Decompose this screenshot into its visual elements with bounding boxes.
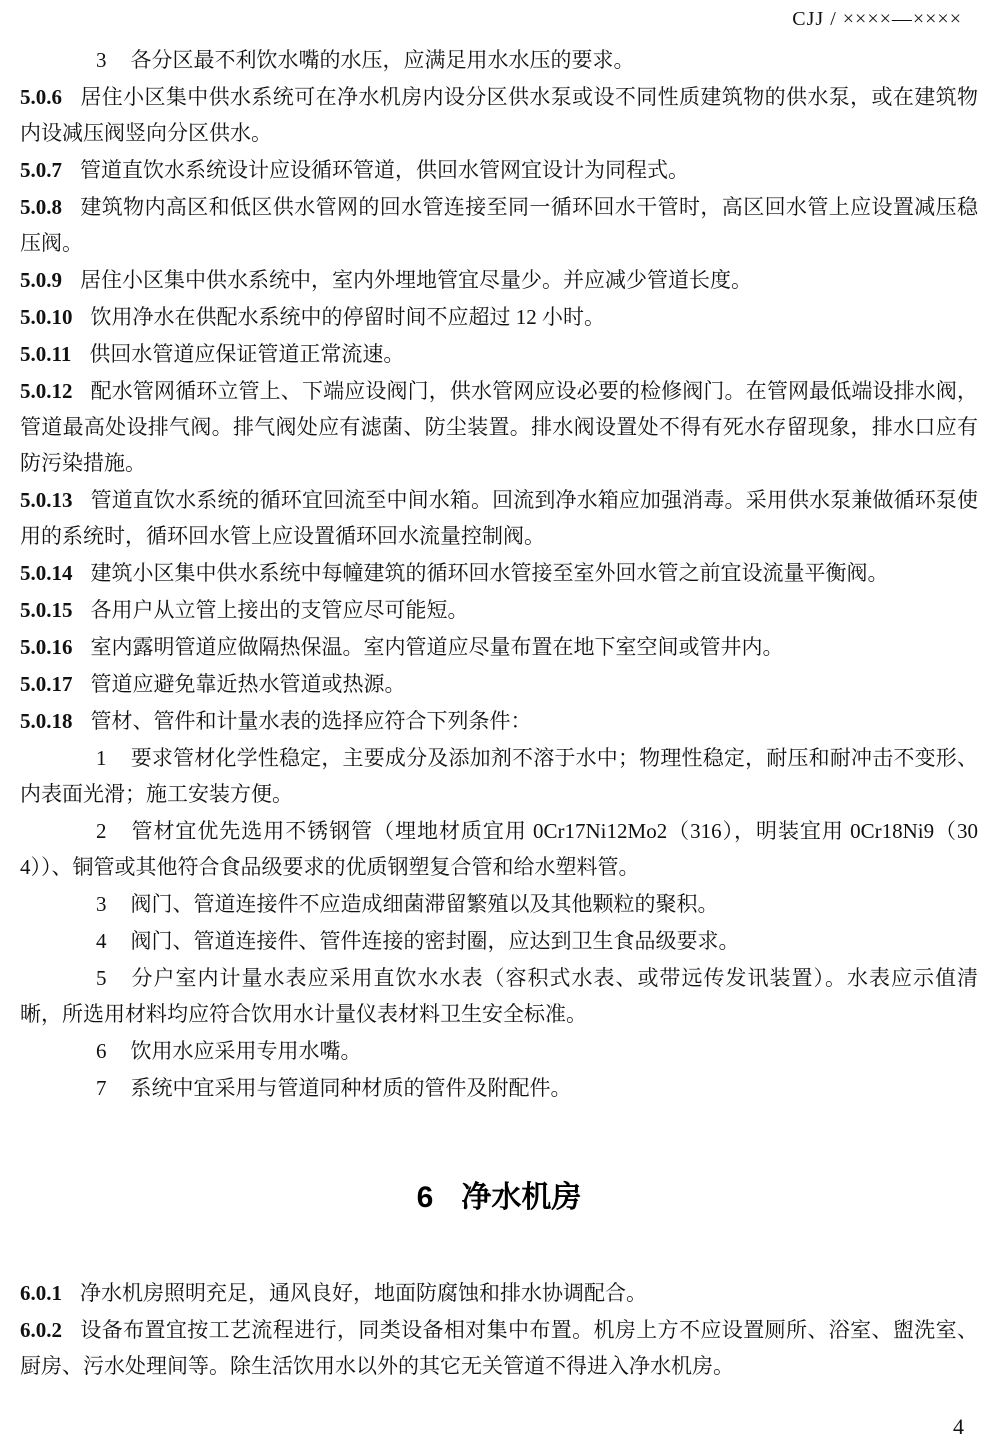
paragraph-number: 5.0.16 bbox=[20, 635, 73, 659]
paragraph-number: 3 bbox=[96, 892, 107, 916]
paragraph-text: 居住小区集中供水系统可在净水机房内设分区供水泵或设不同性质建筑物的供水泵，或在建筑物内设减压阀竖向分区供水。 bbox=[20, 85, 978, 145]
paragraph-number: 5 bbox=[96, 966, 107, 990]
clause-paragraph bbox=[20, 189, 978, 261]
paragraph-text: 管材宜优先选用不锈钢管（埋地材质宜用 0Cr17Ni12Mo2（316），明装宜用 0Cr18Ni9（304））、铜管或其他符合食品级要求的优质钢塑复合管和给水塑料管。 bbox=[20, 819, 978, 879]
paragraph-text: 配水管网循环立管上、下端应设阀门，供水管网应设必要的检修阀门。在管网最低端设排水阀，管道最高处设排气阀。排气阀处应有滤菌、防尘装置。排水阀设置处不得有死水存留现象，排水口应有防污染措施。 bbox=[20, 379, 978, 475]
paragraph-text: 分户室内计量水表应采用直饮水水表（容积式水表、或带远传发讯装置）。水表应示值清晰，所选用材料均应符合饮用水计量仪表材料卫生安全标准。 bbox=[20, 966, 978, 1026]
running-header-doc-code: CJJ / ××××—×××× bbox=[792, 8, 962, 30]
paragraph-text: 设备布置宜按工艺流程进行，同类设备相对集中布置。机房上方不应设置厕所、浴室、盥洗室、厨房、污水处理间等。除生活饮用水以外的其它无关管道不得进入净水机房。 bbox=[20, 1318, 978, 1378]
paragraph-text: 净水机房照明充足，通风良好，地面防腐蚀和排水协调配合。 bbox=[80, 1281, 647, 1305]
paragraph-number: 5.0.6 bbox=[20, 85, 62, 109]
clause-paragraph bbox=[20, 555, 978, 591]
paragraph-number: 5.0.8 bbox=[20, 195, 62, 219]
clause-paragraph bbox=[20, 703, 978, 739]
paragraph-number: 6.0.2 bbox=[20, 1318, 62, 1342]
page-number: 4 bbox=[953, 1414, 964, 1439]
paragraph-number: 5.0.17 bbox=[20, 672, 73, 696]
page-content bbox=[20, 42, 978, 1385]
numbered-item-paragraph bbox=[20, 1033, 978, 1069]
clause-paragraph bbox=[20, 299, 978, 335]
clause-paragraph bbox=[20, 336, 978, 372]
numbered-item-paragraph bbox=[20, 886, 978, 922]
paragraph-text: 室内露明管道应做隔热保温。室内管道应尽量布置在地下室空间或管井内。 bbox=[90, 635, 784, 659]
clause-paragraph bbox=[20, 666, 978, 702]
paragraph-text: 建筑物内高区和低区供水管网的回水管连接至同一循环回水干管时，高区回水管上应设置减压稳压阀。 bbox=[20, 195, 978, 255]
clause-paragraph bbox=[20, 592, 978, 628]
paragraph-number: 6 bbox=[96, 1039, 107, 1063]
paragraph-number: 5.0.7 bbox=[20, 158, 62, 182]
paragraph-number: 2 bbox=[96, 819, 107, 843]
paragraph-number: 5.0.13 bbox=[20, 488, 73, 512]
clause-paragraph bbox=[20, 373, 978, 481]
section-5-pipework-clauses bbox=[20, 42, 978, 1106]
clause-paragraph bbox=[20, 79, 978, 151]
paragraph-number: 1 bbox=[96, 746, 107, 770]
paragraph-text: 管道直饮水系统的循环宜回流至中间水箱。回流到净水箱应加强消毒。采用供水泵兼做循环泵使用的系统时，循环回水管上应设置循环回水流量控制阀。 bbox=[20, 488, 978, 548]
paragraph-number: 5.0.12 bbox=[20, 379, 73, 403]
paragraph-number: 5.0.18 bbox=[20, 709, 73, 733]
paragraph-text: 管道直饮水系统设计应设循环管道，供回水管网宜设计为同程式。 bbox=[80, 158, 689, 182]
paragraph-text: 各分区最不利饮水嘴的水压，应满足用水水压的要求。 bbox=[130, 48, 635, 72]
numbered-item-paragraph bbox=[20, 740, 978, 812]
paragraph-text: 居住小区集中供水系统中，室内外埋地管宜尽量少。并应减少管道长度。 bbox=[80, 268, 752, 292]
paragraph-number: 3 bbox=[96, 48, 107, 72]
paragraph-number: 7 bbox=[96, 1076, 107, 1100]
paragraph-text: 要求管材化学性稳定，主要成分及添加剂不溶于水中；物理性稳定，耐压和耐冲击不变形、内表面光滑；施工安装方便。 bbox=[20, 746, 978, 806]
paragraph-text: 饮用水应采用专用水嘴。 bbox=[130, 1039, 362, 1063]
clause-paragraph bbox=[20, 629, 978, 665]
chapter-heading bbox=[20, 1178, 978, 1218]
clause-paragraph bbox=[20, 262, 978, 298]
paragraph-text: 各用户从立管上接出的支管应尽可能短。 bbox=[90, 598, 469, 622]
paragraph-text: 建筑小区集中供水系统中每幢建筑的循环回水管接至室外回水管之前宜设流量平衡阀。 bbox=[90, 561, 889, 585]
chapter-number: 6 bbox=[416, 1181, 434, 1214]
numbered-item-paragraph bbox=[20, 813, 978, 885]
paragraph-number: 5.0.14 bbox=[20, 561, 73, 585]
clause-paragraph bbox=[20, 482, 978, 554]
paragraph-text: 系统中宜采用与管道同种材质的管件及附配件。 bbox=[130, 1076, 572, 1100]
paragraph-number: 6.0.1 bbox=[20, 1281, 62, 1305]
numbered-item-paragraph bbox=[20, 1070, 978, 1106]
numbered-item-paragraph bbox=[20, 923, 978, 959]
paragraph-text: 阀门、管道连接件不应造成细菌滞留繁殖以及其他颗粒的聚积。 bbox=[130, 892, 719, 916]
paragraph-number: 5.0.10 bbox=[20, 305, 73, 329]
paragraph-text: 阀门、管道连接件、管件连接的密封圈，应达到卫生食品级要求。 bbox=[130, 929, 740, 953]
clause-paragraph bbox=[20, 152, 978, 188]
paragraph-number: 5.0.9 bbox=[20, 268, 62, 292]
numbered-item-paragraph bbox=[20, 960, 978, 1032]
paragraph-number: 5.0.15 bbox=[20, 598, 73, 622]
paragraph-text: 管道应避免靠近热水管道或热源。 bbox=[90, 672, 406, 696]
paragraph-number: 4 bbox=[96, 929, 107, 953]
paragraph-text: 管材、管件和计量水表的选择应符合下列条件： bbox=[90, 709, 532, 733]
chapter-title: 净水机房 bbox=[461, 1181, 582, 1214]
clause-paragraph bbox=[20, 1312, 978, 1384]
numbered-item-paragraph bbox=[20, 42, 978, 78]
paragraph-text: 饮用净水在供配水系统中的停留时间不应超过 12 小时。 bbox=[90, 305, 605, 329]
paragraph-text: 供回水管道应保证管道正常流速。 bbox=[89, 342, 405, 366]
paragraph-number: 5.0.11 bbox=[20, 342, 72, 366]
section-6-purification-room bbox=[20, 1275, 978, 1384]
clause-paragraph bbox=[20, 1275, 978, 1311]
